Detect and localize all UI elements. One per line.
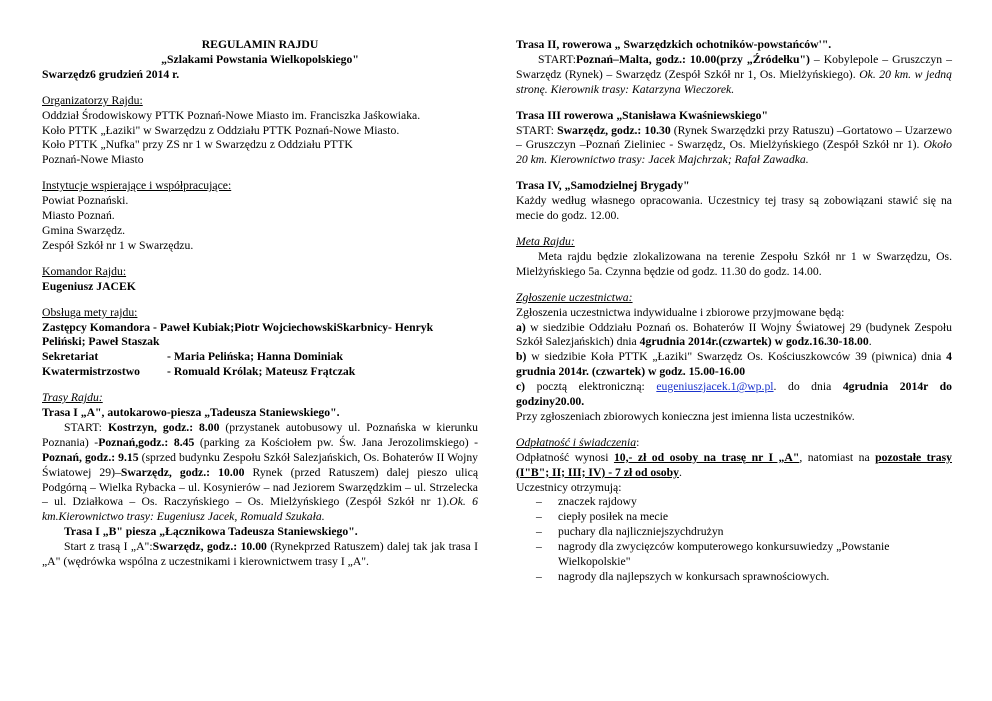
institution-line: Powiat Poznański. (42, 194, 129, 208)
document-header (42, 38, 478, 83)
registration-intro: Zgłoszenia uczestnictwa indywidualne i zbiorowe przyjmowane będą: (516, 305, 845, 319)
staff-secretariat-row (42, 350, 478, 365)
list-item: – ciepły posiłek na mecie (536, 510, 952, 525)
organizers-section (42, 94, 478, 169)
fees-heading: Odpłatność i świadczenia: (516, 435, 640, 449)
finish-section (516, 235, 952, 280)
fees-section (516, 436, 952, 585)
fees-receive-label: Uczestnicy otrzymują: (516, 480, 622, 494)
route-2-description: START:Poznań–Malta, godz.: 10.00(przy „Źródełku") – Kobylepole – Gruszczyn – Swarzędz (Rynek) – Swarzędz (Zespół Szkół nr 1, Os. Mielżyńskiego). Ok. 20 km. w jedną stronę. Kierownik trasy: Katarzyna Wieczorek. (516, 52, 952, 96)
route-1a-title: Trasa I „A", autokarowo-piesza „Tadeusza Staniewskiego". (42, 406, 340, 420)
organizer-line: Poznań-Nowe Miasto (42, 153, 144, 167)
document-title: REGULAMIN RAJDU (201, 38, 319, 51)
commander-heading: Komandor Rajdu: (42, 264, 127, 278)
place-date: Swarzędz6 grudzień 2014 r. (42, 67, 180, 81)
left-column (42, 38, 478, 570)
organizer-line: Koło PTTK „Nufka" przy ZS nr 1 w Swarzędzu z Oddziału PTTK (42, 138, 353, 152)
quartermaster-value: - Romuald Królak; Mateusz Frątczak (167, 365, 356, 379)
institution-line: Gmina Swarzędz. (42, 223, 126, 237)
staff-deputies: Zastępcy Komandora - Paweł Kubiak;Piotr WojciechowskiSkarbnicy- Henryk Peliński; Paweł Staszak (42, 320, 434, 349)
organizer-line: Koło PTTK „Łaziki" w Swarzędzu z Oddziału PTTK Poznań-Nowe Miasto. (42, 123, 400, 137)
route-4-title: Trasa IV, „Samodzielnej Brygady" (516, 179, 690, 193)
registration-heading: Zgłoszenie uczestnictwa: (516, 290, 633, 304)
document-subtitle: „Szlakami Powstania Wielkopolskiego" (161, 52, 359, 66)
route-4-description: Każdy według własnego opracowania. Uczestnicy tej trasy są zobowiązani stawić się na mecie do godz. 12.00. (516, 194, 952, 223)
routes-section (42, 391, 478, 570)
benefits-list (516, 495, 952, 584)
quartermaster-label: Kwatermistrzostwo (42, 365, 141, 379)
registration-section (516, 291, 952, 425)
secretariat-label: Sekretariat (42, 350, 99, 364)
organizer-line: Oddział Środowiskowy PTTK Poznań-Nowe Miasto im. Franciszka Jaśkowiaka. (42, 108, 421, 122)
institution-line: Zespół Szkół nr 1 w Swarzędzu. (42, 238, 194, 252)
staff-heading: Obsługa mety rajdu: (42, 305, 138, 319)
commander-name: Eugeniusz JACEK (42, 279, 136, 293)
institutions-heading: Instytucje wspierające i współpracujące: (42, 179, 232, 193)
staff-quartermaster-row (42, 365, 478, 380)
staff-section (42, 306, 478, 381)
route-1b-description: Start z trasą I „A":Swarzędz, godz.: 10.00 (Rynekprzed Ratuszem) dalej tak jak trasa I „A" (wędrówka wspólna z uczestnikami i kierownictwem trasy I „A". (42, 540, 478, 569)
route-2-section (516, 38, 952, 98)
institutions-section (42, 179, 478, 254)
right-column (516, 38, 952, 585)
email-link[interactable]: eugeniuszjacek.1@wp.pl (656, 380, 774, 394)
registration-option-b: b) w siedzibie Koła PTTK „Łaziki" Swarzędz Os. Kościuszkowców 39 (piwnica) dnia 4 grudnia 2014r. (czwartek) w godz. 15.00-16.00 (516, 350, 952, 379)
list-item: – nagrody dla zwycięzców komputerowego konkursuwiedzy „Powstanie Wielkopolskie" (536, 540, 952, 570)
route-2-title: Trasa II, rowerowa „ Swarzędzkich ochotników-powstańców'". (516, 38, 832, 51)
route-1b-title: Trasa I „B" piesza „Łącznikowa Tadeusza Staniewskiego". (64, 525, 358, 539)
list-item: – znaczek rajdowy (536, 495, 952, 510)
route-1a-description: START: Kostrzyn, godz.: 8.00 (przystanek autobusowy ul. Poznańska w kierunku Poznania) -Poznań,godz.: 8.45 (parking za Kościołem pw. Św. Jana Jerozolimskiego) -Poznań, godz.: 9.15 (sprzed budynku Zespołu Szkół Salezjańskich, Os. Bohaterów II Wojny Światowej 29)–Swarzędz, godz.: 10.00 Rynek (przed Ratuszem) dalej pieszo ulicą Podgórną – Wielka Rybacka – ul. Kosynierów – nad Jeziorem Swarzędzkim – ul. Strzelecka – ul. Działkowa – Os. Raczyńskiego – Os. Mielżyńskiego (Zespół Szkół nr 1).Ok. 6 km.Kierownictwo trasy: Eugeniusz Jacek, Romuald Szukała. (42, 420, 479, 524)
organizers-heading: Organizatorzy Rajdu: (42, 93, 143, 107)
finish-heading: Meta Rajdu: (516, 234, 575, 248)
registration-option-c: c) pocztą elektroniczną: eugeniuszjacek.1@wp.pl. do dnia 4grudnia 2014r do godziny20.00. (516, 380, 952, 409)
fees-description: Odpłatność wynosi 10,- zł od osoby na trasę nr I „A", natomiast na pozostałe trasy (I"B"; II; III; IV) - 7 zł od osoby. (516, 450, 952, 479)
institution-line: Miasto Poznań. (42, 209, 115, 223)
list-item: – puchary dla najliczniejszychdrużyn (536, 525, 952, 540)
route-4-section (516, 179, 952, 224)
route-3-title: Trasa III rowerowa „Stanisława Kwaśniewskiego" (516, 108, 768, 122)
registration-note: Przy zgłoszeniach zbiorowych konieczna jest imienna lista uczestników. (516, 409, 855, 423)
finish-description: Meta rajdu będzie zlokalizowana na terenie Zespołu Szkół nr 1 w Swarzędzu, Os. Mielżyńskiego 5a. Czynna będzie od godz. 11.30 do godz. 14.00. (516, 249, 952, 278)
route-3-section (516, 109, 952, 169)
secretariat-value: - Maria Pelińska; Hanna Dominiak (167, 350, 343, 364)
route-3-description: START: Swarzędz, godz.: 10.30 (Rynek Swarzędzki przy Ratuszu) –Gortatowo – Uzarzewo – Gruszczyn –Poznań Zieliniec - Swarzędz, Os. Mielżyńskiego (Zespół Szkół nr 1). Około 20 km. Kierownictwo trasy: Jacek Majchrzak; Rafał Zawadka. (516, 123, 952, 167)
registration-option-a: a) w siedzibie Oddziału Poznań os. Bohaterów II Wojny Światowej 29 (budynek Zespołu Szkół Salezjańskich) dnia 4grudnia 2014r.(czwartek) w godz.16.30-18.00. (516, 320, 952, 349)
list-item: – nagrody dla najlepszych w konkursach sprawnościowych. (536, 570, 952, 585)
commander-section (42, 265, 478, 295)
routes-heading: Trasy Rajdu: (42, 391, 103, 405)
